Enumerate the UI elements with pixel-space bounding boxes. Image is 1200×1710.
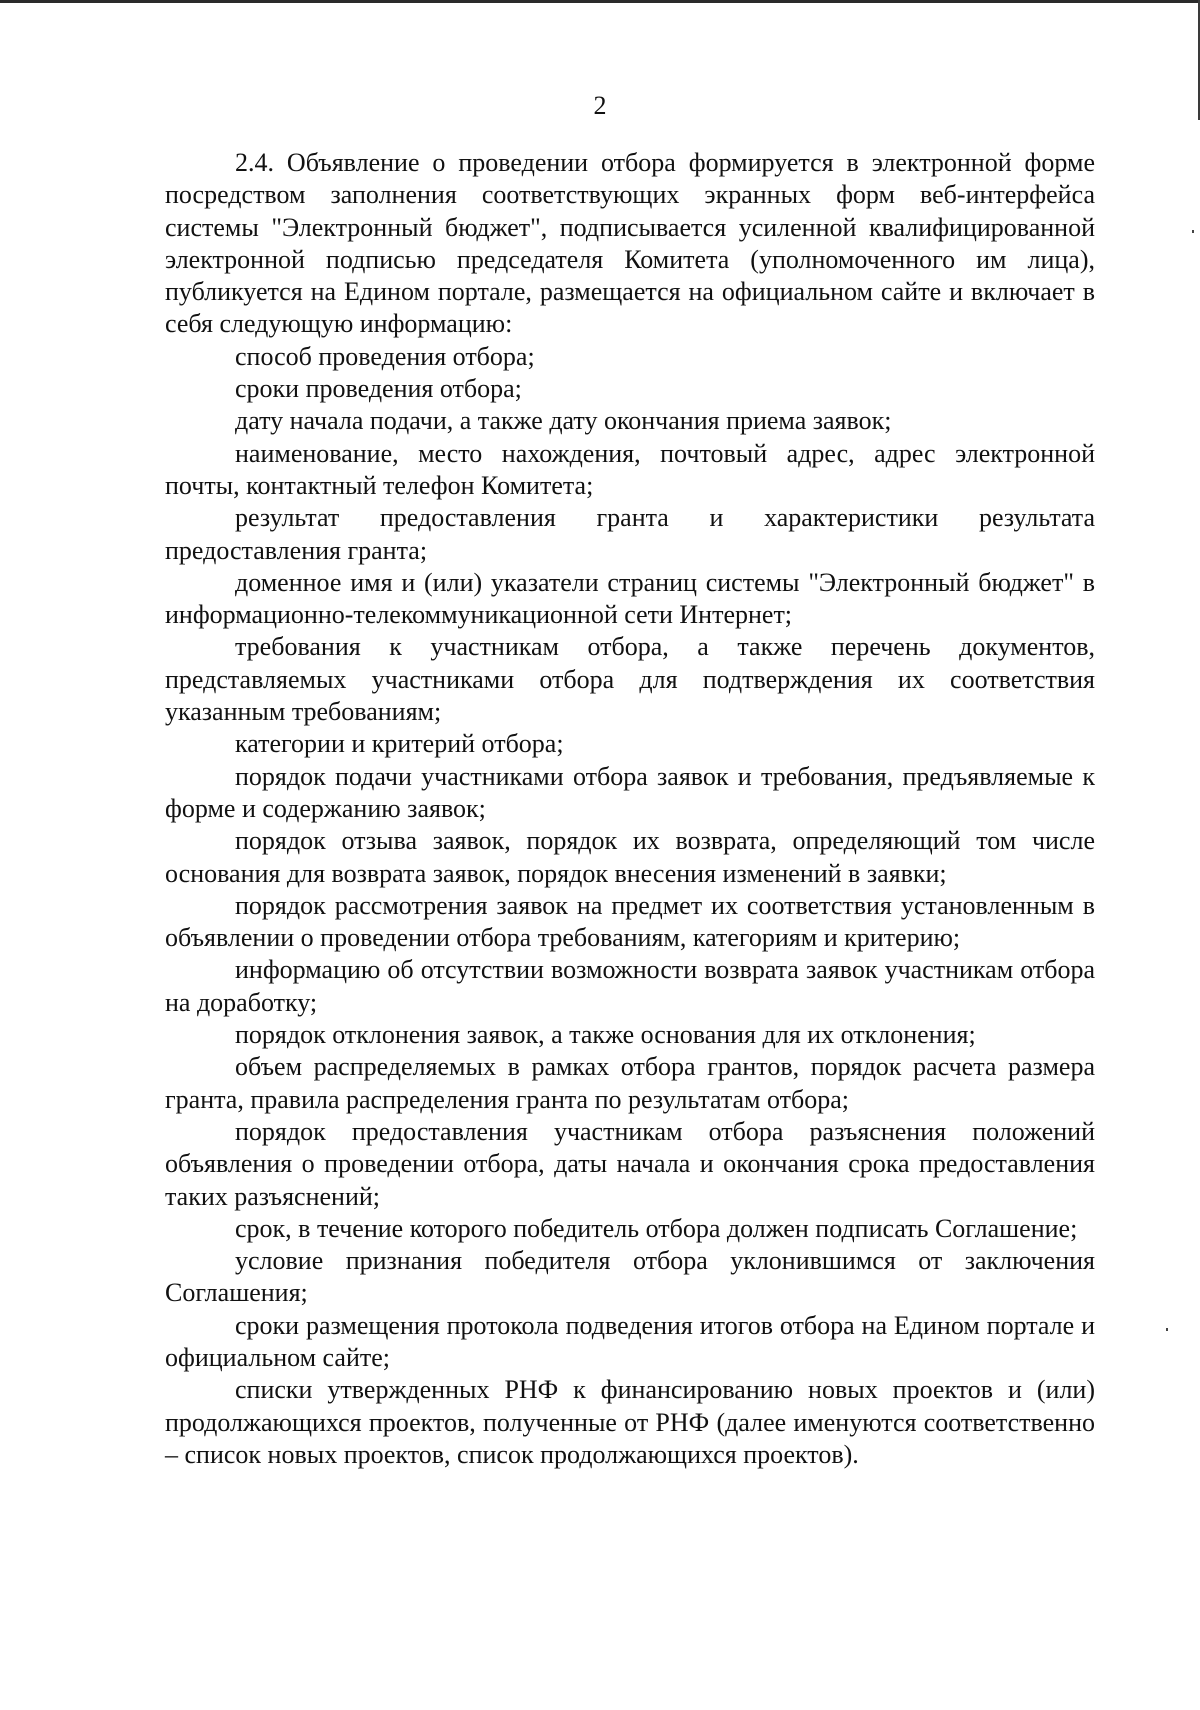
list-item: порядок подачи участниками отбора заявок и требования, предъявляемые к форме и содержанию заявок; xyxy=(165,761,1095,823)
paragraph-2-4-intro: 2.4. Объявление о проведении отбора формируется в электронной форме посредством заполнения соответствующих экранных форм веб-интерфейса системы "Электронный бюджет", подписывается усиленной квалифицированной электронной подписью председателя Комитета (уполномоченного им лица), публикуется на Едином портале, размещается на официальном сайте и включает в себя следующую информацию: xyxy=(165,148,1095,339)
list-item: сроки проведения отбора; xyxy=(235,374,522,404)
scan-speck xyxy=(1192,230,1194,233)
list-item: результат предоставления гранта и характеристики результата предоставления гранта; xyxy=(165,503,1095,565)
list-item: объем распределяемых в рамках отбора грантов, порядок расчета размера гранта, правила распределения гранта по результатам отбора; xyxy=(165,1052,1095,1114)
list-item: условие признания победителя отбора уклонившимся от заключения Соглашения; xyxy=(165,1246,1095,1308)
list-item: доменное имя и (или) указатели страниц системы "Электронный бюджет" в информационно-телекоммуникационной сети Интернет; xyxy=(165,567,1095,630)
list-item: категории и критерий отбора; xyxy=(235,729,564,759)
list-item: требования к участникам отбора, а также перечень документов, представляемых участниками отбора для подтверждения их соответствия указанным требованиям; xyxy=(165,632,1095,727)
list-item: срок, в течение которого победитель отбора должен подписать Соглашение; xyxy=(235,1213,1078,1243)
list-item: порядок предоставления участникам отбора разъяснения положений объявления о проведении отбора, даты начала и окончания срока предоставления таких разъяснений; xyxy=(165,1116,1095,1211)
list-item: дату начала подачи, а также дату окончания приема заявок; xyxy=(235,406,892,436)
page-number: 2 xyxy=(593,91,607,120)
scan-border-top xyxy=(0,0,1200,3)
list-item: порядок рассмотрения заявок на предмет их соответствия установленным в объявлении о проведении отбора требованиям, категориям и критерию; xyxy=(165,890,1095,953)
list-item: списки утвержденных РНФ к финансированию новых проектов и (или) продолжающихся проектов, полученные от РНФ (далее именуются соответственно – список новых проектов, список продолжающихся проектов). xyxy=(165,1375,1095,1469)
list-item: информацию об отсутствии возможности возврата заявок участникам отбора на доработку; xyxy=(165,955,1095,1017)
scan-speck xyxy=(1166,1328,1168,1331)
list-item: порядок отзыва заявок, порядок их возврата, определяющий том числе основания для возврата заявок, порядок внесения изменений в заявки; xyxy=(165,826,1095,888)
list-item: порядок отклонения заявок, а также основания для их отклонения; xyxy=(235,1020,976,1050)
list-item: способ проведения отбора; xyxy=(235,341,535,371)
document-body xyxy=(165,147,1095,1471)
list-item: сроки размещения протокола подведения итогов отбора на Едином портале и официальном сайте; xyxy=(165,1310,1095,1372)
list-item: наименование, место нахождения, почтовый адрес, адрес электронной почты, контактный телефон Комитета; xyxy=(165,438,1095,500)
